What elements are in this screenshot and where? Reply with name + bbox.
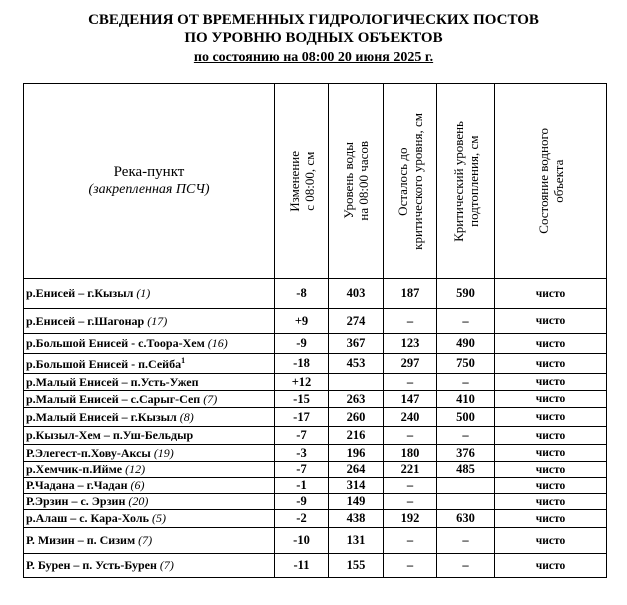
change-cell: -17 xyxy=(275,408,329,427)
table-body xyxy=(24,279,607,578)
river-point-cell xyxy=(24,494,275,510)
table-row xyxy=(24,462,607,478)
change-cell: +12 xyxy=(275,374,329,391)
state-cell: чисто xyxy=(495,391,607,408)
change-cell: -11 xyxy=(275,554,329,578)
left-to-critical-cell: – xyxy=(384,528,437,554)
table-header-row xyxy=(24,84,607,279)
psch-number: (5) xyxy=(151,511,166,525)
river-point-name: р.Кызыл-Хем – п.Уш-Бельдыр xyxy=(26,428,194,442)
left-to-critical-cell: – xyxy=(384,427,437,445)
river-point-name: Р. Бурен – п. Усть-Бурен xyxy=(26,558,157,572)
table-row xyxy=(24,478,607,494)
header-state xyxy=(495,84,607,279)
left-to-critical-cell: 147 xyxy=(384,391,437,408)
header-river-label: Река-пункт xyxy=(113,164,185,180)
critical-level-cell: – xyxy=(437,528,495,554)
level-cell: 196 xyxy=(329,445,384,462)
river-point-name: р.Хемчик-п.Ийме xyxy=(26,462,123,476)
footnote-marker: 1 xyxy=(181,355,186,365)
psch-number: (12) xyxy=(125,462,146,476)
header-left xyxy=(384,84,437,279)
change-cell: -3 xyxy=(275,445,329,462)
table-row xyxy=(24,279,607,309)
psch-number: (7) xyxy=(138,533,153,547)
level-cell xyxy=(329,374,384,391)
table-row xyxy=(24,374,607,391)
level-cell: 155 xyxy=(329,554,384,578)
river-point-name: р.Алаш – с. Кара-Холь xyxy=(26,511,149,525)
header-change-line1: Изменение xyxy=(286,150,302,212)
left-to-critical-cell: 180 xyxy=(384,445,437,462)
state-cell: чисто xyxy=(495,309,607,334)
river-point-cell xyxy=(24,279,275,309)
state-cell: чисто xyxy=(495,374,607,391)
header-left-line2: критического уровня, см xyxy=(410,112,425,250)
critical-level-cell: – xyxy=(437,427,495,445)
hydrology-table xyxy=(23,83,607,578)
document-title-line2: ПО УРОВНЮ ВОДНЫХ ОБЪЕКТОВ xyxy=(184,30,443,46)
state-cell: чисто xyxy=(495,445,607,462)
level-cell: 403 xyxy=(329,279,384,309)
left-to-critical-cell: 123 xyxy=(384,334,437,354)
state-cell: чисто xyxy=(495,528,607,554)
critical-level-cell: 590 xyxy=(437,279,495,309)
psch-number: (20) xyxy=(128,494,149,508)
change-cell: -15 xyxy=(275,391,329,408)
river-point-cell xyxy=(24,354,275,374)
header-critical xyxy=(437,84,495,279)
state-cell: чисто xyxy=(495,510,607,528)
critical-level-cell xyxy=(437,494,495,510)
level-cell: 314 xyxy=(329,478,384,494)
change-cell: +9 xyxy=(275,309,329,334)
header-change-line2: с 08:00, см xyxy=(301,151,317,211)
critical-level-cell xyxy=(437,478,495,494)
state-cell: чисто xyxy=(495,478,607,494)
river-point-cell xyxy=(24,391,275,408)
critical-level-cell: 376 xyxy=(437,445,495,462)
river-point-name: р.Большой Енисей - п.Сейба xyxy=(26,356,182,371)
state-cell: чисто xyxy=(495,427,607,445)
header-level-line1: Уровень воды xyxy=(341,142,356,220)
change-cell: -9 xyxy=(275,334,329,354)
change-cell: -10 xyxy=(275,528,329,554)
header-level-line2: на 08:00 часов xyxy=(356,141,371,221)
river-point-cell xyxy=(24,554,275,578)
table-row xyxy=(24,528,607,554)
table-row xyxy=(24,408,607,427)
river-point-name: р.Енисей – г.Кызыл xyxy=(26,286,134,300)
river-point-name: р.Большой Енисей - с.Тоора-Хем xyxy=(26,336,205,350)
psch-number: (7) xyxy=(159,558,174,572)
psch-number: (19) xyxy=(153,445,174,460)
level-cell: 263 xyxy=(329,391,384,408)
psch-number: (1) xyxy=(136,286,151,300)
left-to-critical-cell: 297 xyxy=(384,354,437,374)
table-row xyxy=(24,334,607,354)
table-row xyxy=(24,554,607,578)
psch-number: (8) xyxy=(179,409,194,424)
header-critical-line1: Критический уровень xyxy=(450,120,466,242)
table-row xyxy=(24,494,607,510)
level-cell: 149 xyxy=(329,494,384,510)
table-row xyxy=(24,445,607,462)
level-cell: 274 xyxy=(329,309,384,334)
river-point-cell xyxy=(24,334,275,354)
river-point-cell xyxy=(24,374,275,391)
header-change xyxy=(275,84,329,279)
left-to-critical-cell: – xyxy=(384,374,437,391)
psch-number: (16) xyxy=(207,336,228,350)
river-point-cell xyxy=(24,510,275,528)
psch-number: (7) xyxy=(203,391,218,406)
river-point-name: р.Енисей – г.Шагонар xyxy=(26,313,145,328)
river-point-name: Р.Чадана – г.Чадан xyxy=(26,478,128,492)
level-cell: 260 xyxy=(329,408,384,427)
level-cell: 264 xyxy=(329,462,384,478)
header-state-line2: объекта xyxy=(550,159,566,203)
river-point-cell xyxy=(24,427,275,445)
river-point-name: р.Малый Енисей – п.Усть-Ужеп xyxy=(26,374,199,389)
left-to-critical-cell: – xyxy=(384,309,437,334)
river-point-cell xyxy=(24,408,275,427)
document-date-line: по состоянию на 08:00 20 июня 2025 г. xyxy=(193,50,434,65)
header-critical-line2: подтопления, см xyxy=(465,135,481,227)
river-point-name: Р.Элегест-п.Хову-Аксы xyxy=(26,445,151,460)
level-cell: 453 xyxy=(329,354,384,374)
river-point-name: р.Малый Енисей – с.Сарыг-Сеп xyxy=(26,391,201,406)
left-to-critical-cell: 221 xyxy=(384,462,437,478)
table-row xyxy=(24,510,607,528)
state-cell: чисто xyxy=(495,494,607,510)
header-state-line1: Состояние водного xyxy=(535,128,551,234)
state-cell: чисто xyxy=(495,334,607,354)
critical-level-cell: 630 xyxy=(437,510,495,528)
left-to-critical-cell: 192 xyxy=(384,510,437,528)
change-cell: -9 xyxy=(275,494,329,510)
critical-level-cell: – xyxy=(437,554,495,578)
left-to-critical-cell: – xyxy=(384,478,437,494)
level-cell: 367 xyxy=(329,334,384,354)
critical-level-cell: – xyxy=(437,309,495,334)
river-point-cell xyxy=(24,478,275,494)
psch-number: (17) xyxy=(147,313,168,328)
level-cell: 216 xyxy=(329,427,384,445)
left-to-critical-cell: 240 xyxy=(384,408,437,427)
header-river-sub: (закрепленная ПСЧ) xyxy=(88,182,210,197)
state-cell: чисто xyxy=(495,408,607,427)
psch-number: (6) xyxy=(130,478,145,492)
river-point-name: Р.Эрзин – с. Эрзин xyxy=(26,494,126,508)
level-cell: 438 xyxy=(329,510,384,528)
level-cell: 131 xyxy=(329,528,384,554)
critical-level-cell: – xyxy=(437,374,495,391)
table-row xyxy=(24,391,607,408)
river-point-cell xyxy=(24,309,275,334)
table-row xyxy=(24,309,607,334)
state-cell: чисто xyxy=(495,279,607,309)
state-cell: чисто xyxy=(495,462,607,478)
document-title-line1: СВЕДЕНИЯ ОТ ВРЕМЕННЫХ ГИДРОЛОГИЧЕСКИХ ПОСТОВ xyxy=(88,12,539,28)
change-cell: -1 xyxy=(275,478,329,494)
river-point-cell xyxy=(24,445,275,462)
critical-level-cell: 750 xyxy=(437,354,495,374)
left-to-critical-cell: – xyxy=(384,554,437,578)
river-point-name: р.Малый Енисей – г.Кызыл xyxy=(26,409,177,424)
critical-level-cell: 500 xyxy=(437,408,495,427)
river-point-cell xyxy=(24,462,275,478)
state-cell: чисто xyxy=(495,354,607,374)
river-point-name: Р. Мизин – п. Сизим xyxy=(26,533,136,547)
table-row xyxy=(24,354,607,374)
header-level xyxy=(329,84,384,279)
change-cell: -8 xyxy=(275,279,329,309)
river-point-cell xyxy=(24,528,275,554)
change-cell: -2 xyxy=(275,510,329,528)
change-cell: -7 xyxy=(275,427,329,445)
header-river xyxy=(24,84,275,279)
critical-level-cell: 485 xyxy=(437,462,495,478)
left-to-critical-cell: 187 xyxy=(384,279,437,309)
table-row xyxy=(24,427,607,445)
critical-level-cell: 410 xyxy=(437,391,495,408)
state-cell: чисто xyxy=(495,554,607,578)
change-cell: -18 xyxy=(275,354,329,374)
left-to-critical-cell: – xyxy=(384,494,437,510)
header-left-line1: Осталось до xyxy=(395,146,410,216)
critical-level-cell: 490 xyxy=(437,334,495,354)
change-cell: -7 xyxy=(275,462,329,478)
